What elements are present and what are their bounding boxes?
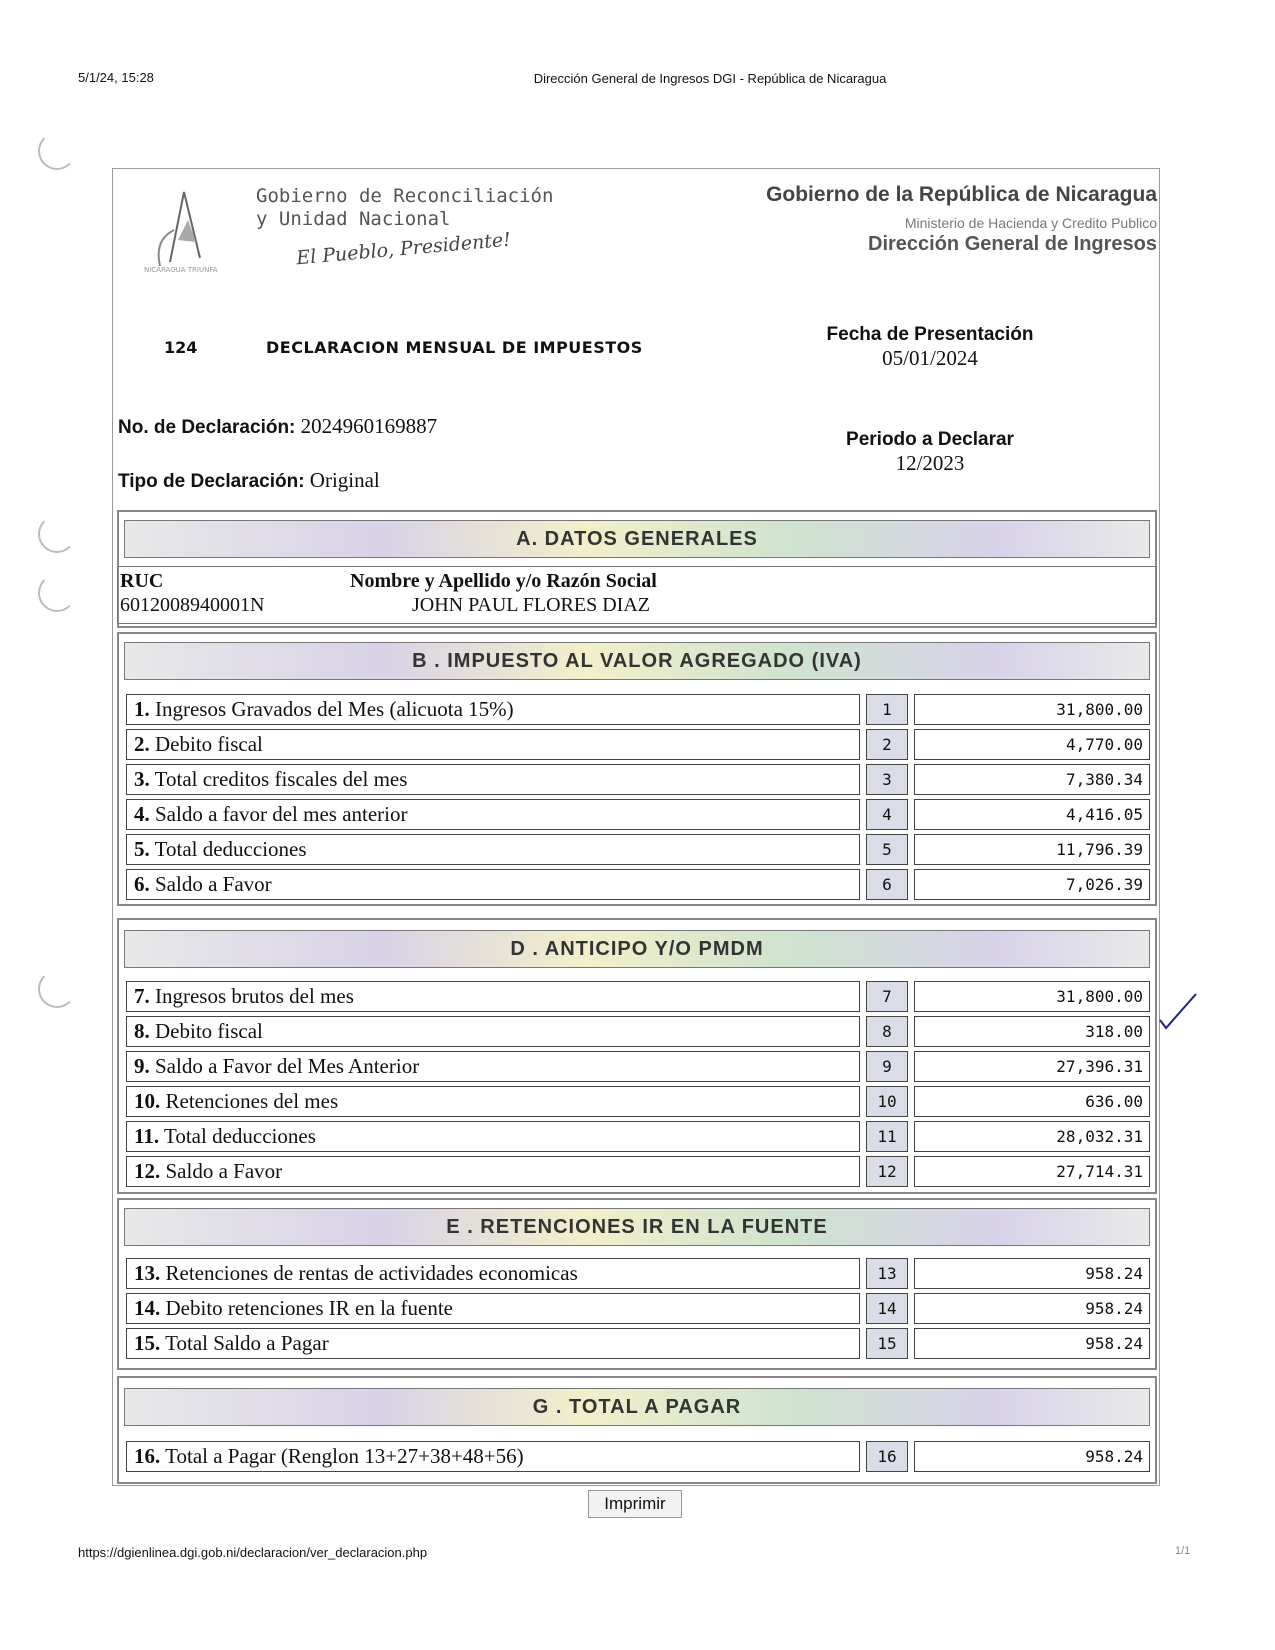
row-4-code: 4	[866, 799, 908, 830]
punch-hole	[38, 574, 76, 612]
government-left-line2: y Unidad Nacional	[256, 208, 451, 230]
periodo-declarar	[820, 429, 1040, 476]
fecha-presentacion	[820, 324, 1040, 371]
row-7-code: 7	[866, 981, 908, 1012]
periodo-label: Periodo a Declarar	[846, 429, 1014, 450]
row-6-code: 6	[866, 869, 908, 900]
government-name-left	[256, 185, 553, 231]
row-6-label: 6. Saldo a Favor	[126, 869, 860, 900]
row-12-code: 12	[866, 1156, 908, 1187]
row-10-code: 10	[866, 1086, 908, 1117]
declaration-type	[118, 468, 380, 493]
row-12-label: 12. Saldo a Favor	[126, 1156, 860, 1187]
row-4-label: 4. Saldo a favor del mes anterior	[126, 799, 860, 830]
row-13-code: 13	[866, 1258, 908, 1289]
row-16-code: 16	[866, 1441, 908, 1472]
row-4-value: 4,416.05	[914, 799, 1150, 830]
row-11-value: 28,032.31	[914, 1121, 1150, 1152]
declaration-number	[118, 414, 437, 439]
ruc-label: RUC	[120, 570, 164, 592]
row-9-label: 9. Saldo a Favor del Mes Anterior	[126, 1051, 860, 1082]
section-title-anticipo: D . ANTICIPO Y/O PMDM	[124, 930, 1150, 968]
row-9-value: 27,396.31	[914, 1051, 1150, 1082]
row-3-value: 7,380.34	[914, 764, 1150, 795]
declaration-type-value: Original	[309, 468, 380, 492]
government-name-right	[766, 183, 1157, 256]
row-13-value: 958.24	[914, 1258, 1150, 1289]
row-15-label: 15. Total Saldo a Pagar	[126, 1328, 860, 1359]
punch-hole	[38, 970, 76, 1008]
row-16-label: 16. Total a Pagar (Renglon 13+27+38+48+56)	[126, 1441, 860, 1472]
taxpayer-name-label: Nombre y Apellido y/o Razón Social	[350, 570, 657, 592]
punch-hole	[38, 132, 76, 170]
footer-url: https://dgienlinea.dgi.gob.ni/declaracion/ver_declaracion.php	[78, 1545, 428, 1560]
row-11-code: 11	[866, 1121, 908, 1152]
row-15-value: 958.24	[914, 1328, 1150, 1359]
row-1-code: 1	[866, 694, 908, 725]
row-6-value: 7,026.39	[914, 869, 1150, 900]
row-7-label: 7. Ingresos brutos del mes	[126, 981, 860, 1012]
section-title-retenciones: E . RETENCIONES IR EN LA FUENTE	[124, 1208, 1150, 1246]
fecha-label: Fecha de Presentación	[826, 324, 1034, 345]
row-11-label: 11. Total deducciones	[126, 1121, 860, 1152]
section-title-iva: B . IMPUESTO AL VALOR AGREGADO (IVA)	[124, 642, 1150, 680]
section-title-total: G . TOTAL A PAGAR	[124, 1388, 1150, 1426]
row-12-value: 27,714.31	[914, 1156, 1150, 1187]
form-title: DECLARACION MENSUAL DE IMPUESTOS	[266, 338, 643, 357]
declaration-number-value: 2024960169887	[300, 414, 438, 438]
row-10-value: 636.00	[914, 1086, 1150, 1117]
row-1-label: 1. Ingresos Gravados del Mes (alicuota 15%)	[126, 694, 860, 725]
declaration-number-label: No. de Declaración:	[118, 417, 296, 438]
row-3-code: 3	[866, 764, 908, 795]
row-5-label: 5. Total deducciones	[126, 834, 860, 865]
row-2-value: 4,770.00	[914, 729, 1150, 760]
row-3-label: 3. Total creditos fiscales del mes	[126, 764, 860, 795]
logo-caption: NICARAGUA TRIUNFA	[144, 266, 218, 274]
government-logo	[140, 180, 228, 276]
directorate-name: Dirección General de Ingresos	[868, 233, 1157, 255]
row-14-label: 14. Debito retenciones IR en la fuente	[126, 1293, 860, 1324]
print-header-title: Dirección General de Ingresos DGI - República de Nicaragua	[533, 71, 887, 86]
government-right-line1: Gobierno de la República de Nicaragua	[766, 183, 1157, 206]
row-1-value: 31,800.00	[914, 694, 1150, 725]
row-2-code: 2	[866, 729, 908, 760]
row-8-code: 8	[866, 1016, 908, 1047]
print-button[interactable]: Imprimir	[588, 1490, 682, 1518]
row-13-label: 13. Retenciones de rentas de actividades economicas	[126, 1258, 860, 1289]
row-15-code: 15	[866, 1328, 908, 1359]
handwritten-checkmark-icon	[1156, 990, 1200, 1030]
row-14-code: 14	[866, 1293, 908, 1324]
row-9-code: 9	[866, 1051, 908, 1082]
punch-hole	[38, 515, 76, 553]
government-left-line1: Gobierno de Reconciliación	[256, 185, 554, 207]
taxpayer-name-value: JOHN PAUL FLORES DIAZ	[412, 594, 650, 616]
row-14-value: 958.24	[914, 1293, 1150, 1324]
handwritten-slogan: El Pueblo, Presidente!	[295, 228, 512, 270]
row-5-value: 11,796.39	[914, 834, 1150, 865]
row-8-value: 318.00	[914, 1016, 1150, 1047]
footer-page-number: 1/1	[1175, 1545, 1191, 1557]
row-5-code: 5	[866, 834, 908, 865]
periodo-value: 12/2023	[895, 451, 965, 475]
form-number: 124	[164, 338, 198, 357]
ministry-name: Ministerio de Hacienda y Credito Publico	[904, 215, 1157, 231]
fecha-value: 05/01/2024	[882, 346, 978, 370]
row-16-value: 958.24	[914, 1441, 1150, 1472]
print-datetime: 5/1/24, 15:28	[78, 70, 154, 85]
row-2-label: 2. Debito fiscal	[126, 729, 860, 760]
row-8-label: 8. Debito fiscal	[126, 1016, 860, 1047]
row-10-label: 10. Retenciones del mes	[126, 1086, 860, 1117]
ruc-value: 6012008940001N	[120, 594, 265, 616]
section-title-datos-generales: A. DATOS GENERALES	[124, 520, 1150, 558]
declaration-type-label: Tipo de Declaración:	[118, 471, 305, 492]
row-7-value: 31,800.00	[914, 981, 1150, 1012]
